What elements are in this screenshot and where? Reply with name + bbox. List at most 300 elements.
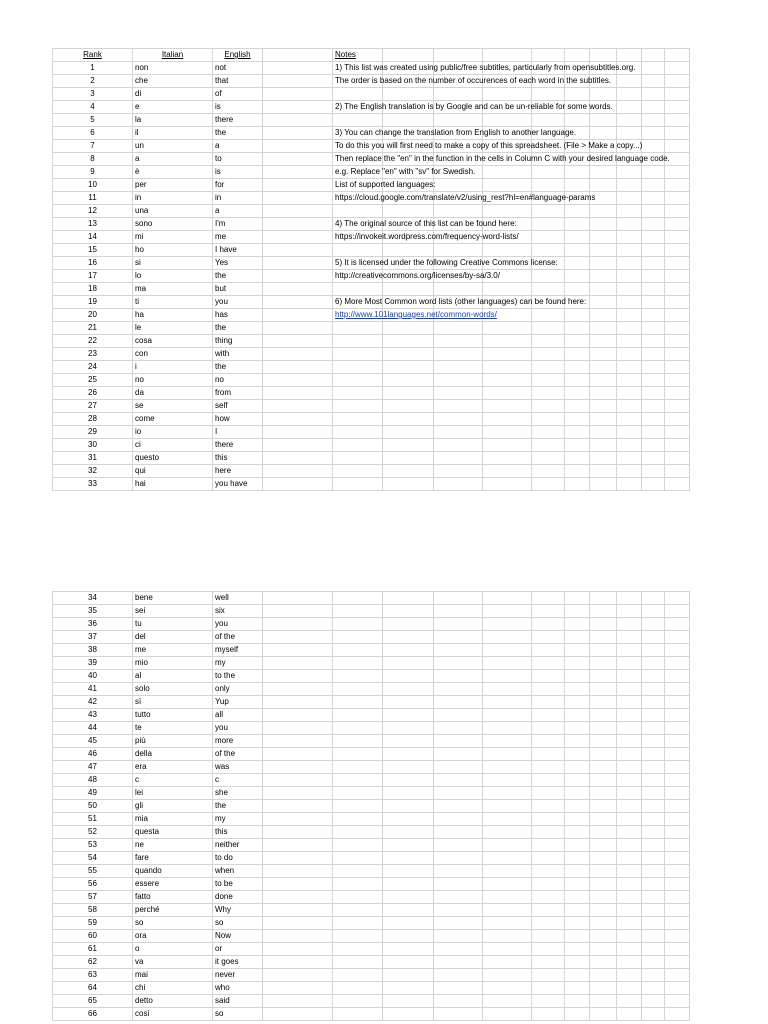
empty-cell[interactable]	[565, 374, 590, 387]
italian-cell[interactable]	[133, 400, 213, 413]
empty-cell[interactable]	[383, 244, 434, 257]
empty-cell[interactable]	[483, 813, 532, 826]
empty-cell[interactable]	[642, 62, 665, 75]
empty-cell[interactable]	[665, 735, 690, 748]
empty-cell[interactable]	[532, 413, 565, 426]
empty-cell[interactable]	[565, 205, 590, 218]
empty-cell[interactable]	[383, 735, 434, 748]
notes-cell[interactable]	[333, 62, 636, 75]
empty-cell[interactable]	[590, 231, 617, 244]
notes-cell[interactable]	[333, 179, 436, 192]
rank-cell[interactable]	[53, 140, 133, 153]
empty-cell[interactable]	[333, 618, 383, 631]
notes-cell[interactable]	[333, 192, 596, 205]
empty-cell[interactable]	[617, 205, 642, 218]
empty-cell[interactable]	[565, 839, 590, 852]
empty-cell[interactable]	[665, 748, 690, 761]
italian-cell[interactable]	[133, 452, 213, 465]
empty-cell[interactable]	[642, 309, 665, 322]
empty-cell[interactable]	[483, 722, 532, 735]
rank-cell[interactable]	[53, 631, 133, 644]
italian-cell[interactable]	[133, 969, 213, 982]
italian-cell[interactable]	[133, 439, 213, 452]
empty-cell[interactable]	[263, 348, 333, 361]
english-cell[interactable]	[213, 644, 263, 657]
empty-cell[interactable]	[590, 478, 617, 491]
empty-cell[interactable]	[333, 826, 383, 839]
empty-cell[interactable]	[642, 657, 665, 670]
notes-cell[interactable]	[333, 166, 476, 179]
empty-cell[interactable]	[333, 891, 383, 904]
italian-cell[interactable]	[133, 904, 213, 917]
empty-cell[interactable]	[617, 670, 642, 683]
empty-cell[interactable]	[590, 826, 617, 839]
empty-cell[interactable]	[483, 1008, 532, 1021]
empty-cell[interactable]	[665, 813, 690, 826]
rank-cell[interactable]	[53, 218, 133, 231]
empty-cell[interactable]	[617, 605, 642, 618]
empty-cell[interactable]	[434, 631, 483, 644]
empty-cell[interactable]	[532, 917, 565, 930]
english-cell[interactable]	[213, 179, 263, 192]
empty-cell[interactable]	[263, 452, 333, 465]
empty-cell[interactable]	[263, 101, 333, 114]
empty-cell[interactable]	[565, 413, 590, 426]
empty-cell[interactable]	[483, 943, 532, 956]
empty-cell[interactable]	[263, 982, 333, 995]
empty-cell[interactable]	[434, 374, 483, 387]
empty-cell[interactable]	[565, 930, 590, 943]
empty-cell[interactable]	[590, 387, 617, 400]
empty-cell[interactable]	[665, 943, 690, 956]
empty-cell[interactable]	[665, 670, 690, 683]
english-cell[interactable]	[213, 62, 263, 75]
empty-cell[interactable]	[263, 387, 333, 400]
empty-cell[interactable]	[617, 114, 642, 127]
english-cell[interactable]	[213, 748, 263, 761]
empty-cell[interactable]	[617, 865, 642, 878]
empty-cell[interactable]	[263, 683, 333, 696]
empty-cell[interactable]	[665, 917, 690, 930]
empty-cell[interactable]	[532, 943, 565, 956]
english-cell[interactable]	[213, 88, 263, 101]
italian-cell[interactable]	[133, 826, 213, 839]
empty-cell[interactable]	[532, 904, 565, 917]
rank-cell[interactable]	[53, 800, 133, 813]
empty-cell[interactable]	[617, 400, 642, 413]
empty-cell[interactable]	[483, 88, 532, 101]
empty-cell[interactable]	[590, 670, 617, 683]
empty-cell[interactable]	[383, 400, 434, 413]
english-cell[interactable]	[213, 774, 263, 787]
empty-cell[interactable]	[263, 878, 333, 891]
english-cell[interactable]	[213, 322, 263, 335]
empty-cell[interactable]	[263, 218, 333, 231]
rank-cell[interactable]	[53, 231, 133, 244]
empty-cell[interactable]	[333, 478, 383, 491]
empty-cell[interactable]	[617, 283, 642, 296]
empty-cell[interactable]	[483, 413, 532, 426]
empty-cell[interactable]	[565, 735, 590, 748]
empty-cell[interactable]	[383, 426, 434, 439]
empty-cell[interactable]	[383, 761, 434, 774]
empty-cell[interactable]	[617, 735, 642, 748]
empty-cell[interactable]	[590, 930, 617, 943]
empty-cell[interactable]	[434, 943, 483, 956]
english-cell[interactable]	[213, 1008, 263, 1021]
empty-cell[interactable]	[483, 618, 532, 631]
empty-cell[interactable]	[565, 283, 590, 296]
empty-cell[interactable]	[642, 361, 665, 374]
empty-cell[interactable]	[617, 618, 642, 631]
empty-cell[interactable]	[642, 735, 665, 748]
empty-cell[interactable]	[642, 696, 665, 709]
empty-cell[interactable]	[333, 722, 383, 735]
rank-cell[interactable]	[53, 865, 133, 878]
empty-cell[interactable]	[383, 995, 434, 1008]
empty-cell[interactable]	[590, 852, 617, 865]
rank-cell[interactable]	[53, 995, 133, 1008]
empty-cell[interactable]	[665, 244, 690, 257]
english-cell[interactable]	[213, 943, 263, 956]
empty-cell[interactable]	[333, 683, 383, 696]
empty-cell[interactable]	[565, 114, 590, 127]
empty-cell[interactable]	[383, 826, 434, 839]
empty-cell[interactable]	[263, 865, 333, 878]
empty-cell[interactable]	[665, 592, 690, 605]
empty-cell[interactable]	[263, 644, 333, 657]
empty-cell[interactable]	[617, 683, 642, 696]
english-cell[interactable]	[213, 283, 263, 296]
english-cell[interactable]	[213, 166, 263, 179]
empty-cell[interactable]	[263, 413, 333, 426]
empty-cell[interactable]	[617, 657, 642, 670]
rank-cell[interactable]	[53, 374, 133, 387]
empty-cell[interactable]	[642, 644, 665, 657]
italian-cell[interactable]	[133, 348, 213, 361]
empty-cell[interactable]	[590, 904, 617, 917]
empty-cell[interactable]	[665, 387, 690, 400]
empty-cell[interactable]	[333, 865, 383, 878]
rank-cell[interactable]	[53, 75, 133, 88]
rank-cell[interactable]	[53, 1008, 133, 1021]
empty-cell[interactable]	[565, 670, 590, 683]
empty-cell[interactable]	[642, 426, 665, 439]
italian-cell[interactable]	[133, 787, 213, 800]
empty-cell[interactable]	[434, 452, 483, 465]
empty-cell[interactable]	[434, 478, 483, 491]
empty-cell[interactable]	[665, 865, 690, 878]
empty-cell[interactable]	[333, 878, 383, 891]
english-cell[interactable]	[213, 761, 263, 774]
english-cell[interactable]	[213, 618, 263, 631]
empty-cell[interactable]	[263, 592, 333, 605]
empty-cell[interactable]	[665, 982, 690, 995]
empty-cell[interactable]	[483, 374, 532, 387]
italian-cell[interactable]	[133, 166, 213, 179]
empty-cell[interactable]	[590, 413, 617, 426]
empty-cell[interactable]	[665, 891, 690, 904]
empty-cell[interactable]	[483, 956, 532, 969]
empty-cell[interactable]	[434, 878, 483, 891]
empty-cell[interactable]	[565, 439, 590, 452]
empty-cell[interactable]	[383, 904, 434, 917]
empty-cell[interactable]	[617, 917, 642, 930]
empty-cell[interactable]	[483, 982, 532, 995]
empty-cell[interactable]	[532, 774, 565, 787]
empty-cell[interactable]	[434, 592, 483, 605]
empty-cell[interactable]	[333, 439, 383, 452]
empty-cell[interactable]	[590, 605, 617, 618]
empty-cell[interactable]	[665, 218, 690, 231]
empty-cell[interactable]	[565, 1008, 590, 1021]
empty-cell[interactable]	[263, 813, 333, 826]
empty-cell[interactable]	[565, 257, 590, 270]
empty-cell[interactable]	[333, 387, 383, 400]
empty-cell[interactable]	[333, 956, 383, 969]
empty-cell[interactable]	[617, 348, 642, 361]
empty-cell[interactable]	[434, 696, 483, 709]
empty-cell[interactable]	[590, 683, 617, 696]
empty-cell[interactable]	[333, 465, 383, 478]
empty-cell[interactable]	[383, 465, 434, 478]
rank-cell[interactable]	[53, 774, 133, 787]
italian-cell[interactable]	[133, 244, 213, 257]
italian-cell[interactable]	[133, 218, 213, 231]
empty-cell[interactable]	[642, 88, 665, 101]
rank-cell[interactable]	[53, 644, 133, 657]
empty-cell[interactable]	[665, 839, 690, 852]
english-cell[interactable]	[213, 205, 263, 218]
empty-cell[interactable]	[263, 826, 333, 839]
empty-cell[interactable]	[333, 735, 383, 748]
english-cell[interactable]	[213, 670, 263, 683]
empty-cell[interactable]	[665, 348, 690, 361]
empty-cell[interactable]	[383, 956, 434, 969]
empty-cell[interactable]	[434, 982, 483, 995]
rank-cell[interactable]	[53, 244, 133, 257]
italian-cell[interactable]	[133, 878, 213, 891]
empty-cell[interactable]	[665, 426, 690, 439]
empty-cell[interactable]	[665, 657, 690, 670]
empty-cell[interactable]	[532, 969, 565, 982]
empty-cell[interactable]	[483, 930, 532, 943]
empty-cell[interactable]	[590, 618, 617, 631]
empty-cell[interactable]	[532, 478, 565, 491]
empty-cell[interactable]	[642, 101, 665, 114]
empty-cell[interactable]	[383, 657, 434, 670]
empty-cell[interactable]	[483, 709, 532, 722]
english-cell[interactable]	[213, 995, 263, 1008]
rank-cell[interactable]	[53, 813, 133, 826]
empty-cell[interactable]	[617, 904, 642, 917]
empty-cell[interactable]	[483, 891, 532, 904]
empty-cell[interactable]	[590, 218, 617, 231]
italian-cell[interactable]	[133, 101, 213, 114]
empty-cell[interactable]	[263, 657, 333, 670]
empty-cell[interactable]	[532, 709, 565, 722]
empty-cell[interactable]	[434, 930, 483, 943]
rank-cell[interactable]	[53, 452, 133, 465]
italian-cell[interactable]	[133, 478, 213, 491]
rank-cell[interactable]	[53, 852, 133, 865]
notes-cell[interactable]	[333, 153, 670, 166]
empty-cell[interactable]	[532, 670, 565, 683]
rank-cell[interactable]	[53, 88, 133, 101]
empty-cell[interactable]	[434, 865, 483, 878]
empty-cell[interactable]	[333, 748, 383, 761]
empty-cell[interactable]	[434, 670, 483, 683]
empty-cell[interactable]	[665, 683, 690, 696]
italian-cell[interactable]	[133, 995, 213, 1008]
empty-cell[interactable]	[263, 192, 333, 205]
empty-cell[interactable]	[263, 283, 333, 296]
empty-cell[interactable]	[532, 361, 565, 374]
empty-cell[interactable]	[263, 166, 333, 179]
empty-cell[interactable]	[590, 452, 617, 465]
empty-cell[interactable]	[642, 374, 665, 387]
empty-cell[interactable]	[263, 956, 333, 969]
notes-cell[interactable]	[333, 218, 517, 231]
empty-cell[interactable]	[665, 335, 690, 348]
rank-cell[interactable]	[53, 826, 133, 839]
empty-cell[interactable]	[532, 995, 565, 1008]
empty-cell[interactable]	[565, 322, 590, 335]
italian-cell[interactable]	[133, 683, 213, 696]
empty-cell[interactable]	[590, 49, 617, 62]
empty-cell[interactable]	[434, 348, 483, 361]
empty-cell[interactable]	[617, 956, 642, 969]
empty-cell[interactable]	[263, 917, 333, 930]
rank-cell[interactable]	[53, 657, 133, 670]
empty-cell[interactable]	[565, 696, 590, 709]
italian-cell[interactable]	[133, 192, 213, 205]
empty-cell[interactable]	[263, 257, 333, 270]
empty-cell[interactable]	[483, 865, 532, 878]
empty-cell[interactable]	[532, 748, 565, 761]
english-cell[interactable]	[213, 413, 263, 426]
empty-cell[interactable]	[532, 166, 565, 179]
empty-cell[interactable]	[532, 683, 565, 696]
empty-cell[interactable]	[642, 413, 665, 426]
rank-cell[interactable]	[53, 296, 133, 309]
empty-cell[interactable]	[333, 374, 383, 387]
empty-cell[interactable]	[333, 1008, 383, 1021]
italian-cell[interactable]	[133, 943, 213, 956]
empty-cell[interactable]	[263, 787, 333, 800]
empty-cell[interactable]	[665, 309, 690, 322]
empty-cell[interactable]	[617, 592, 642, 605]
empty-cell[interactable]	[333, 631, 383, 644]
empty-cell[interactable]	[642, 114, 665, 127]
rank-cell[interactable]	[53, 878, 133, 891]
empty-cell[interactable]	[642, 478, 665, 491]
empty-cell[interactable]	[434, 400, 483, 413]
empty-cell[interactable]	[565, 748, 590, 761]
empty-cell[interactable]	[483, 179, 532, 192]
rank-cell[interactable]	[53, 426, 133, 439]
empty-cell[interactable]	[642, 683, 665, 696]
italian-cell[interactable]	[133, 670, 213, 683]
italian-cell[interactable]	[133, 75, 213, 88]
empty-cell[interactable]	[590, 982, 617, 995]
rank-cell[interactable]	[53, 153, 133, 166]
english-cell[interactable]	[213, 309, 263, 322]
empty-cell[interactable]	[565, 787, 590, 800]
empty-cell[interactable]	[333, 852, 383, 865]
empty-cell[interactable]	[263, 722, 333, 735]
english-cell[interactable]	[213, 140, 263, 153]
empty-cell[interactable]	[263, 205, 333, 218]
empty-cell[interactable]	[590, 127, 617, 140]
empty-cell[interactable]	[532, 865, 565, 878]
empty-cell[interactable]	[532, 722, 565, 735]
empty-cell[interactable]	[532, 852, 565, 865]
rank-cell[interactable]	[53, 735, 133, 748]
empty-cell[interactable]	[617, 101, 642, 114]
empty-cell[interactable]	[434, 413, 483, 426]
empty-cell[interactable]	[565, 631, 590, 644]
empty-cell[interactable]	[383, 930, 434, 943]
empty-cell[interactable]	[565, 592, 590, 605]
empty-cell[interactable]	[532, 605, 565, 618]
empty-cell[interactable]	[617, 413, 642, 426]
empty-cell[interactable]	[642, 1008, 665, 1021]
empty-cell[interactable]	[532, 631, 565, 644]
empty-cell[interactable]	[532, 592, 565, 605]
empty-cell[interactable]	[532, 439, 565, 452]
empty-cell[interactable]	[263, 969, 333, 982]
notes-cell[interactable]	[333, 75, 612, 88]
empty-cell[interactable]	[565, 865, 590, 878]
empty-cell[interactable]	[665, 995, 690, 1008]
empty-cell[interactable]	[263, 618, 333, 631]
empty-cell[interactable]	[617, 878, 642, 891]
empty-cell[interactable]	[617, 748, 642, 761]
italian-cell[interactable]	[133, 413, 213, 426]
empty-cell[interactable]	[617, 296, 642, 309]
empty-cell[interactable]	[383, 618, 434, 631]
empty-cell[interactable]	[263, 478, 333, 491]
english-cell[interactable]	[213, 426, 263, 439]
empty-cell[interactable]	[483, 995, 532, 1008]
rank-cell[interactable]	[53, 956, 133, 969]
empty-cell[interactable]	[434, 774, 483, 787]
english-cell[interactable]	[213, 696, 263, 709]
empty-cell[interactable]	[565, 995, 590, 1008]
empty-cell[interactable]	[383, 283, 434, 296]
empty-cell[interactable]	[565, 465, 590, 478]
empty-cell[interactable]	[642, 722, 665, 735]
italian-cell[interactable]	[133, 426, 213, 439]
empty-cell[interactable]	[263, 748, 333, 761]
rank-cell[interactable]	[53, 179, 133, 192]
empty-cell[interactable]	[642, 917, 665, 930]
italian-cell[interactable]	[133, 283, 213, 296]
empty-cell[interactable]	[665, 826, 690, 839]
empty-cell[interactable]	[617, 696, 642, 709]
notes-cell[interactable]	[333, 283, 383, 296]
english-header[interactable]	[213, 49, 263, 62]
empty-cell[interactable]	[642, 670, 665, 683]
empty-cell[interactable]	[565, 800, 590, 813]
english-cell[interactable]	[213, 787, 263, 800]
empty-cell[interactable]	[532, 930, 565, 943]
english-cell[interactable]	[213, 231, 263, 244]
empty-cell[interactable]	[263, 670, 333, 683]
english-cell[interactable]	[213, 478, 263, 491]
empty-cell[interactable]	[434, 605, 483, 618]
